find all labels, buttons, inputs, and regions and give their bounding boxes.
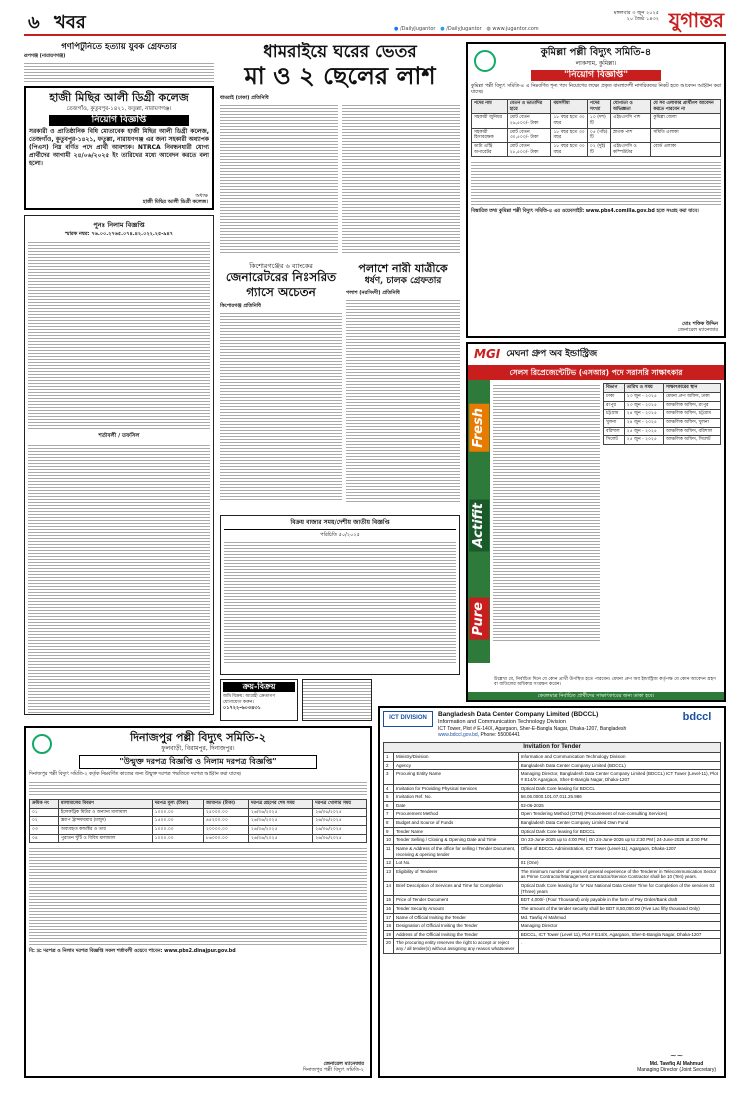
dinajpur-table: [29, 799, 367, 843]
meghna-footer: উল্লেখ্য যে, নির্বাচিত দিনে যে কোন প্রার্থী উপস্থিত হতে পারবেন। মেঘনা গ্রুপ অব ইন্ডাস্ট্রিজ কর্তৃপক্ষ যে কোন আবেদন গ্রহণ বা বাতিলের অধিকার সংরক্ষণ করেন।: [494, 676, 716, 688]
bdccl-cell: Managing Director: [518, 922, 720, 931]
bdccl-row: [384, 836, 721, 845]
bdccl-cell: Invitation Ref. No.: [394, 793, 519, 802]
palash-headline-1: পলাশে নারী যাত্রীকে: [358, 262, 448, 275]
college-address: তেজগাঁও, কুতুবপুর-১৪২১, ফতুল্লা, নারায়ণগঞ্জ।: [66, 105, 172, 112]
bdccl-cell: Optical Dark Core leasing for BDCCL: [518, 827, 720, 836]
meghna-header-cell: সাক্ষাৎকারের স্থান: [663, 384, 720, 393]
meghna-cell: ২৪ জুন - ২০২৫: [624, 418, 663, 427]
website-link[interactable]: www.jugantor.com: [492, 26, 539, 32]
bdccl-row: [384, 882, 721, 896]
auction-body: [28, 240, 210, 430]
bdccl-cell: Tender Security Amount: [394, 904, 519, 913]
dinajpur-cell: ২৬/০৬/২০২৫: [248, 808, 312, 817]
gen-dateline: কিশোরগঞ্জ প্রতিনিধি: [220, 303, 261, 310]
dinajpur-intro: দিনাজপুর পল্লী বিদ্যুৎ সমিতি-২ কর্তৃক নিম্নবর্ণিত কাজের জন্য উন্মুক্ত দরপত্র পদ্ধতিতে দরপত্র আহ্বান করা যাচ্ছে।: [29, 772, 242, 778]
comilla-cell: এইচএসসি ও কম্পিউটার: [611, 142, 651, 156]
gen-headline-1: কিশোরগঞ্জের ৬ ব্যাংকের: [249, 262, 313, 270]
comilla-signature: [678, 321, 718, 334]
meghna-logo: MGI: [474, 347, 501, 361]
bdccl-cell: Tender Selling / Closing & Opening Date and Time: [394, 836, 519, 845]
dinajpur-cell: ৮৬০০০.০০: [203, 834, 248, 843]
meghna-cell: আঞ্চলিক অফিস, খুলনা: [663, 418, 720, 427]
comilla-cell: ১৮ বছর হতে ৩০ বছর: [551, 142, 587, 156]
comilla-header-cell: যোগ্যতা ও অভিজ্ঞতা: [611, 100, 651, 114]
comilla-cell: সহকারী হিসাবরক্ষক: [472, 128, 508, 142]
bdccl-cell: Date: [394, 801, 519, 810]
auction-conditions: শর্তাবলী / তফসিল: [98, 433, 140, 440]
meghna-header-cell: বিভাগ: [604, 384, 625, 393]
meghna-side-tags: [468, 380, 490, 663]
bdccl-cell: Eligibility of Tenderer: [394, 867, 519, 881]
bdccl-row: [384, 922, 721, 931]
dinajpur-cell: ২৬/০৬/২০২৫: [248, 834, 312, 843]
comilla-org: কুমিল্লা পল্লী বিদ্যুৎ সমিতি-৪: [540, 47, 652, 58]
comilla-row: [472, 114, 721, 128]
bdccl-cell: Open Tendering Method (OTM) (Procurement of non-consulting Services): [518, 810, 720, 819]
bdccl-cell: Name of Official Inviting the Tender: [394, 913, 519, 922]
bdccl-cell: 13: [384, 867, 394, 881]
gen-body: [220, 311, 342, 501]
comilla-cell: স্নাতক পাশ: [611, 128, 651, 142]
bdccl-cell: .: [518, 939, 720, 953]
meghna-requirements: [493, 383, 600, 643]
bdccl-cell: 12: [384, 859, 394, 868]
bdccl-cell: Md. Tawfiq Al Mahmud: [518, 913, 720, 922]
meghna-row: [604, 410, 721, 419]
comilla-cell: ১০ (দশ) টি: [587, 114, 610, 128]
bdccl-row: [384, 896, 721, 905]
auction-ref: স্মারক নম্বর: ৭৬.০০.২৭৬৫.০৭৪.৪২.০২২.২৫-৯৪৭: [64, 231, 174, 238]
lead-news: [220, 42, 460, 260]
lead-body-col1: [220, 103, 338, 253]
sale-header: বিক্রয় বাজার সময়/দেশীয় জাতীয় বিজ্ঞপ্তি: [224, 519, 456, 530]
dinajpur-signed-org: দিনাজপুর পল্লী বিদ্যুৎ সমিতি-২: [303, 1066, 364, 1073]
bdccl-cell: Optical Dark Core leasing for BDCCL: [518, 784, 720, 793]
dinajpur-cell: ৪৫২০০.০০: [203, 817, 248, 826]
bdccl-ministry: Information and Communication Technology Division: [438, 719, 566, 726]
social-handle-1[interactable]: /DailyJugantor: [399, 26, 436, 32]
comilla-cell: মোট বেতন ২৮,৫০০/- টাকা: [507, 142, 551, 156]
bdccl-row: [384, 930, 721, 939]
bdccl-row: [384, 827, 721, 836]
bdccl-cell: Address of the Official Inviting the Tender: [394, 930, 519, 939]
bdccl-cell: The procuring entity reserves the right to accept or reject any / all tender(s) without assigning any reason whatsoever: [394, 939, 519, 953]
bdccl-row: [384, 761, 721, 770]
bdccl-web[interactable]: www.bdccl.gov.bd: [438, 732, 478, 739]
lead-headline-1: ধামরাইয়ে ঘরের ভেতর: [263, 42, 417, 62]
bdccl-cell: 19: [384, 930, 394, 939]
dinajpur-cell: ০১: [30, 808, 59, 817]
comilla-cell: ১৮ বছর হতে ৩০ বছর: [551, 128, 587, 142]
dinajpur-header-cell: ক্রমিক নং: [30, 800, 59, 809]
news-body: [24, 61, 214, 82]
bdccl-cell: 3: [384, 770, 394, 784]
college-signed: অধ্যক্ষ: [195, 192, 208, 199]
meghna-cell: চট্টগ্রাম: [604, 410, 625, 419]
dinajpur-cell: ২০০০০.০০: [203, 826, 248, 835]
lead-headline-2: মা ও ২ ছেলের লাশ: [244, 61, 436, 91]
comilla-cell: কুমিল্লা জেলা: [651, 114, 721, 128]
bdccl-cell: Budget and Source of Funds: [394, 819, 519, 828]
buysell-text: জমি বিক্রয়: আগ্রহী ক্রেতাগণ যোগাযোগ করুন।: [223, 694, 276, 705]
meghna-org: মেঘনা গ্রুপ অব ইন্ডাস্ট্রিজ: [506, 348, 598, 359]
bdccl-cell: Managing Director, Bangladesh Data Center Company Limited (BDCCL) ICT Tower (Level-11), Plot # E14/X Agargaon, Sher-E-Bangla Nagar, Dhaka-1207: [518, 770, 720, 784]
dinajpur-cell: ২৬/০৬/২০২৫: [313, 826, 367, 835]
lead-body-col2: [342, 103, 460, 253]
comilla-intro: কুমিল্লা পল্লী বিদ্যুৎ সমিতি-৪ এ নিম্নবর্ণিত শূন্য পদে নিয়োগের লক্ষ্যে প্রকৃত বাংলাদেশী নাগরিকদের নিকট হতে আবেদন আহ্বান করা যাচ্ছে।: [471, 84, 721, 96]
date-line: [584, 10, 659, 26]
dinajpur-header-cell: জামানত (টাকা): [203, 800, 248, 809]
comilla-signed: মোঃ শফিক উদ্দিন: [682, 320, 718, 327]
meghna-cell: ২৩ জুন - ২০২৫: [624, 393, 663, 402]
meghna-banner: সেলস রিপ্রেজেন্টেটিভ (এসআর) পদে সরাসরি সাক্ষাৎকার: [468, 365, 724, 380]
meghna-row: [604, 427, 721, 436]
buysell-title: ক্রয়-বিক্রয়: [223, 682, 295, 692]
news-generator: [220, 262, 342, 512]
social-bar: [394, 26, 644, 35]
bdccl-row: [384, 793, 721, 802]
bdccl-row: [384, 770, 721, 784]
bdccl-address: ICT Tower, Plot # E-14/X, Agargaon, Sher-E-Bangla Nagar, Dhaka-1207, Bangladesh: [438, 726, 627, 732]
bdccl-cell: The amount of the tender security shall be BDT 8,50,000.00 (Five Lac fifty thousand Only): [518, 904, 720, 913]
bdccl-cell: 2: [384, 761, 394, 770]
meghna-cell: আঞ্চলিক অফিস, রংপুর: [663, 401, 720, 410]
bdccl-cell: 6: [384, 801, 394, 810]
comilla-cell: বোর্ড এলাকা: [651, 142, 721, 156]
bdccl-row: [384, 753, 721, 762]
comilla-header-cell: পদের নাম: [472, 100, 508, 114]
comilla-header-cell: বয়সসীমা: [551, 100, 587, 114]
dinajpur-cell: পুরাতন খুঁটি ও বিবিধ মালামাল: [58, 834, 152, 843]
bdccl-cell: Office of BDCCL Administration, ICT Tower (Level-11), Agargaon, Dhaka-1207: [518, 844, 720, 858]
bdccl-cell: Bangladesh Data Center Company Limited (BDCCL): [518, 761, 720, 770]
meghna-cell: বরিশাল: [604, 427, 625, 436]
comilla-cell: মোট বেতন ২৬,৫০০/- টাকা: [507, 114, 551, 128]
dinajpur-cell: অব্যবহৃত কন্ডাক্টর ও তার: [58, 826, 152, 835]
meghna-cell: আঞ্চলিক অফিস, চট্টগ্রাম: [663, 410, 720, 419]
meghna-cell: খুলনা: [604, 418, 625, 427]
meghna-cell: সিলেট: [604, 436, 625, 445]
bdccl-cell: 11: [384, 844, 394, 858]
sale-notice-ad: [220, 515, 460, 675]
comilla-table: [471, 99, 721, 157]
page-number: ৬: [28, 12, 40, 33]
palash-body: [346, 298, 460, 503]
buy-sell-ad: [220, 679, 298, 721]
gen-headline-3: গ্যাসে অচেতন: [246, 285, 316, 300]
comilla-banner: "নিয়োগ বিজ্ঞপ্তি": [531, 70, 661, 81]
web-icon: ◍: [486, 26, 491, 32]
bdccl-signature: [637, 1051, 716, 1074]
bdccl-row: [384, 904, 721, 913]
meghna-cell: ঢাকা: [604, 393, 625, 402]
dinajpur-row: [30, 826, 367, 835]
dinajpur-cell: ০২: [30, 817, 59, 826]
bdccl-row: [384, 867, 721, 881]
comilla-cell: এইচএসসি পাশ: [611, 114, 651, 128]
meghna-cell: রংপুর: [604, 401, 625, 410]
bdccl-cell: The minimum number of years of general experience of the Tenderer in Telecommunication Sector as Prime Contractor/Management Contractor/Service Contractor shall be 10 (Ten) years.: [518, 867, 720, 881]
meghna-cell: মেঘনা গ্রুপ অফিস, ঢাকা: [663, 393, 720, 402]
comilla-place: লাকসাম, কুমিল্লা।: [575, 59, 617, 67]
comilla-footer: বিস্তারিত তথ্য কুমিল্লা পল্লী বিদ্যুৎ সমিতি-৪ এর ওয়েবসাইট: www.pbs4.comilla.gov.bd হতে সংগ্রহ করা যাবে।: [471, 209, 699, 215]
comilla-signed-title: জেনারেল ম্যানেজার: [677, 326, 718, 333]
meghna-row: [604, 436, 721, 445]
bdccl-org: Bangladesh Data Center Company Limited (BDCCL): [438, 711, 599, 718]
dinajpur-logo-icon: [32, 734, 52, 754]
meghna-schedule-table: [603, 383, 721, 444]
bdccl-cell: 02-06-2025: [518, 801, 720, 810]
meghna-job-ad: [466, 342, 726, 702]
newspaper-logo: যুগান্তর: [668, 10, 724, 32]
dinajpur-cell: ০৪: [30, 834, 59, 843]
auction-notice-ad: [24, 215, 214, 715]
dinajpur-cell: ০৩: [30, 826, 59, 835]
bdccl-cell: 20: [384, 939, 394, 953]
section-title: খবর: [54, 12, 86, 33]
bdccl-cell: Bangladesh Data Center Company Limited Own Fund: [518, 819, 720, 828]
comilla-header-cell: বেতন ও ভাতাদির হারে: [507, 100, 551, 114]
bdccl-row: [384, 913, 721, 922]
meghna-cell: আঞ্চলিক অফিস, বরিশাল: [663, 427, 720, 436]
bdccl-table: [383, 742, 721, 954]
dinajpur-cell: ২৫০০০.০০: [203, 808, 248, 817]
comilla-cell: ০৫ (পাঁচ) টি: [587, 128, 610, 142]
dinajpur-row: [30, 834, 367, 843]
comilla-job-ad: [466, 42, 726, 338]
lead-dateline: ধামরাই (ঢাকা) প্রতিনিধি: [220, 95, 269, 102]
meghna-cell: আঞ্চলিক অফিস, সিলেট: [663, 436, 720, 445]
date-gregorian: মঙ্গলবার ৩ জুন ২০২৫: [613, 10, 659, 16]
buysell-phone: ০১৭২২-৬০৩৪৩১: [223, 705, 261, 712]
bdccl-cell: 1: [384, 753, 394, 762]
bdccl-cell: Procuring Entity Name: [394, 770, 519, 784]
college-signature: [143, 193, 208, 206]
meghna-row: [604, 393, 721, 402]
dinajpur-row: [30, 817, 367, 826]
dinajpur-row: [30, 808, 367, 817]
dinajpur-cell: ১০০০.০০: [152, 826, 203, 835]
comilla-header-cell: যে সব এলাকার প্রার্থীগণ আবেদন করতে পারবেন না: [651, 100, 721, 114]
bdccl-signed-title: Managing Director (Joint Secretary): [637, 1066, 716, 1073]
dinajpur-cell: ২৬/০৬/২০২৫: [313, 817, 367, 826]
masthead: [24, 10, 726, 36]
dinajpur-conditions: [29, 846, 367, 946]
dinajpur-signature: [303, 1061, 364, 1074]
comilla-cell: ডাটা এন্ট্রি অপারেটর: [472, 142, 508, 156]
meghna-tag-3: Pure: [469, 598, 489, 640]
auction-header: পুনঃ নিলাম বিজ্ঞপ্তি: [93, 221, 145, 229]
palash-dateline: পলাশ (নরসিংদী) প্রতিনিধি: [346, 290, 400, 296]
dinajpur-intro-body: [29, 780, 367, 796]
dinajpur-cell: ২৬/০৬/২০২৫: [248, 817, 312, 826]
bdccl-cell: Designation of Official Inviting the Tender: [394, 922, 519, 931]
comilla-cell: সমিতি এলাকা: [651, 128, 721, 142]
dinajpur-cell: ২৬/০৬/২০২৫: [313, 834, 367, 843]
sale-body: [224, 540, 456, 665]
comilla-header-cell: পদের সংখ্যা: [587, 100, 610, 114]
facebook-icon: ●: [394, 26, 399, 32]
comilla-cell: সহকারী জুনিয়র: [472, 114, 508, 128]
bdccl-cell: BDT 4,000/- (Four Thousand) only payable in the form of Pay Order/Bank draft: [518, 896, 720, 905]
comilla-cell: ০২ (দুই) টি: [587, 142, 610, 156]
comilla-logo-icon: [474, 50, 496, 72]
college-body: সরকারী ও প্রাতিষ্ঠানিক বিধি মোতাবেক হাজী মিছির আলী ডিগ্রী কলেজ, তেজগাঁও, কুতুবপুর-১৪২১, ফতুল্লা, নারায়ণগঞ্জ এর জন্য সহকারী অধ্যাপক (পিএস) নিম্ন বর্ণিত পদে প্রার্থী আবশ্যক। NTRCA নিবন্ধনধারী যোগ্য প্রার্থীদের আগামী ২৪/০৬/২০২৫ ইং তারিখের মধ্যে আবেদন করতে বলা হলো।: [29, 127, 209, 168]
bdccl-cell: 10: [384, 836, 394, 845]
bdccl-cell: 16: [384, 904, 394, 913]
comilla-row: [472, 128, 721, 142]
meghna-cell: ২৫ জুন - ২০২৫: [624, 436, 663, 445]
news-palash: [346, 262, 460, 512]
bdccl-row: [384, 819, 721, 828]
ict-division-logo: ICT DIVISION: [383, 711, 433, 727]
bdccl-cell: Agency: [394, 761, 519, 770]
bdccl-cell: Optical Dark Core leasing for 'iv' Nar National Data Center Time for Completion of the services 03 (Three) years: [518, 882, 720, 896]
bdccl-cell: 18: [384, 922, 394, 931]
bdccl-cell: 56.06.0000.101.07.011.25.986: [518, 793, 720, 802]
comilla-cell: মোট বেতন ৩০,৫০০/- টাকা: [507, 128, 551, 142]
bdccl-cell: 7: [384, 810, 394, 819]
twitter-icon: ●: [440, 26, 445, 32]
bdccl-cell: Lot No.: [394, 859, 519, 868]
date-bangla: ২০ জৈষ্ঠ ১৪৩২: [626, 16, 659, 23]
bdccl-row: [384, 859, 721, 868]
dinajpur-cell: ইলেকট্রিক মিটার ও অন্যান্য মালামাল: [58, 808, 152, 817]
bdccl-cell: 17: [384, 913, 394, 922]
college-job-ad: [24, 86, 214, 210]
dinajpur-header-cell: দরপত্র মূল্য (টাকা): [152, 800, 203, 809]
bdccl-cell: Procurement Method: [394, 810, 519, 819]
bdccl-cell: Brief Description of Services and Time for Completion: [394, 882, 519, 896]
bdccl-cell: Name & Address of the office for selling / Tender Document, receiving & opening tender: [394, 844, 519, 858]
bdccl-phone: Phone: 55006441: [480, 732, 520, 739]
bdccl-row: [384, 810, 721, 819]
dinajpur-header-cell: দরপত্র খোলার সময়: [313, 800, 367, 809]
sale-sub: পরিচিতি ৫০/২০২৫: [320, 531, 360, 538]
meghna-bottom: কেবলমাত্র নির্বাচিত প্রার্থীদের সাক্ষাৎকারের জন্য ডাকা হবে।: [468, 692, 724, 700]
social-handle-2[interactable]: /DailyJugantor: [446, 26, 482, 32]
signature-mark: ~~: [669, 1050, 684, 1060]
bdccl-cell: 8: [384, 819, 394, 828]
bdccl-row: [384, 801, 721, 810]
college-name: হাজী মিছির আলী ডিগ্রী কলেজ: [49, 91, 189, 104]
bdccl-cell: Tender Name: [394, 827, 519, 836]
bdccl-cell: BDCCL, ICT Tower (Level 11), Plot # E14/X, Agargaon, Sher-E-Bangla Nagar, Dhaka-1207: [518, 930, 720, 939]
meghna-tag-1: Fresh: [469, 404, 489, 452]
dinajpur-tender-ad: [24, 726, 372, 1078]
bdccl-tender-ad: ICT DIVISION Bangladesh Data Center Company Limited (BDCCL) Information and Communication Technology Division ICT Tower, Plot # E-14/X, Agargaon, Sher-E-Bangla Nagar, Dhaka-1207, Bangladesh www.bdccl.gov.bd, Phone: 55006441 bdccl Invitation for Tender 1 Ministry/Division Information and Communication Technology Division 2 Agency Bangladesh Data Center Company Limited (BDCCL) 3 Procuring Entity Name Managing Director, Bangladesh Data Center Company Limited (BDCCL) ICT Tower (Level-11), Plot # E14/X Agargaon, Sher-E-Bangla Nagar, Dhaka-1207 4 Invitation for Providing Physical Services Optical Dark Core leasing for BDCCL 5 Invitation Ref. No. 56.06.0000.101.07.011.25.986 6 Date 02-06-2025 7 Procurement Method Open Tendering Method (OTM) (Procurement of non-consulting Services) 8 Budget and Source of Funds Bangladesh Data Center Company Limited Own Fund 9 Tender Name Optical Dark Core leasing for BDCCL 10 Tender Selling / Closing & Opening Date and Time On 23-June-2025 up to 4:00 PM | On 24-June-2025 up to 2:30 PM | 24-June-2025 at 3:00 PM 11 Name & Address of the office for selling / Tender Document, receiving & opening tender Office of BDCCL Administration, ICT Tower (Level-11), Agargaon, Dhaka-1207 12 Lot No. 01 (One) 13 Eligibility of Tenderer The minimum number of years of general experience of the Tenderer in Telecommunication Sector as Prime Contractor/Management Contractor/Service Contractor shall be 10 (Ten) years. 14 Brief Description of Services and Time for Completion Optical Dark Core leasing for 'iv' Nar National Data Center Time for Completion of the services 03 (Three) years 15 Price of Tender Document BDT 4,000/- (Four Thousand) only payable in the form of Pay Order/Bank draft 16 Tender Security Amount The amount of the tender security shall be BDT 8,50,000.00 (Five Lac fifty thousand Only) 17 Name of Official Inviting the Tender Md. Tawfiq Al Mahmud 18 Designation of Official Inviting the Tender Managing Director 19 Address of the Official Inviting the Tender BDCCL, ICT Tower (Level 11), Plot # E14/X, Agargaon, Sher-E-Bangla Nagar, Dhaka-1207 20 The procuring entity reserves the right to accept or reject any / all tender(s) without assigning any reason whatsoever . ~~ Md. Tawfiq Al Mahmud Managing Director (Joint Secretary): [378, 706, 726, 1078]
news-dateline: রূপগঞ্জ (নারায়ণগঞ্জ): [24, 53, 66, 59]
bdccl-row: [384, 784, 721, 793]
bdccl-cell: 5: [384, 793, 394, 802]
dinajpur-cell: ২৬/০৬/২০২৫: [248, 826, 312, 835]
bdccl-cell: 4: [384, 784, 394, 793]
comilla-row: [472, 142, 721, 156]
meghna-header-cell: তারিখ ও সময়: [624, 384, 663, 393]
gen-headline-2: জেনারেটরের নিঃসরিত: [225, 270, 337, 285]
bdccl-cell: 9: [384, 827, 394, 836]
bdccl-cell: On 23-June-2025 up to 4:00 PM | On 24-June-2025 up to 2:30 PM | 24-June-2025 at 3:00 PM: [518, 836, 720, 845]
dinajpur-cell: ২৬/০৬/২০২৫: [313, 808, 367, 817]
dinajpur-signed: জেনারেল ম্যানেজার: [323, 1060, 364, 1067]
bdccl-row: [384, 939, 721, 953]
news-headline: গণপিটুনিতে হত্যায় যুবক গ্রেফতার: [61, 42, 177, 52]
college-banner: নিয়োগ বিজ্ঞপ্তি: [49, 115, 189, 126]
dinajpur-header-cell: মালামালের বিবরণ: [58, 800, 152, 809]
palash-headline-2: ধর্ষণ, চালক গ্রেফতার: [364, 275, 442, 286]
dinajpur-header-cell: দরপত্র গ্রহণের শেষ সময়: [248, 800, 312, 809]
dinajpur-cell: ১৫০০.০০: [152, 817, 203, 826]
dinajpur-footer: বি: দ্র: দরপত্র ও নিলাম দরপত্র বিজ্ঞপ্তি সকল শর্তাবলী ওয়েবে পাবেন: www.pbs2.dinajpur.gov.bd: [29, 949, 236, 955]
bdccl-cell: Invitation for Providing Physical Services: [394, 784, 519, 793]
dinajpur-cell: ১০০০.০০: [152, 808, 203, 817]
meghna-cell: ২৩ জুন - ২০২৫: [624, 401, 663, 410]
bdccl-cell: 15: [384, 896, 394, 905]
bdccl-title: Invitation for Tender: [384, 742, 721, 753]
bdccl-logo: bdccl: [682, 711, 712, 723]
small-classified-ad: [302, 679, 372, 721]
comilla-cell: ১৮ বছর হতে ৩০ বছর: [551, 114, 587, 128]
bdccl-cell: Information and Communication Technology Division: [518, 753, 720, 762]
bdccl-cell: Ministry/Division: [394, 753, 519, 762]
comilla-conditions: [471, 160, 721, 206]
meghna-row: [604, 401, 721, 410]
dinajpur-org: দিনাজপুর পল্লী বিদ্যুৎ সমিতি-২: [130, 731, 266, 744]
bdccl-cell: 14: [384, 882, 394, 896]
auction-body-2: [28, 443, 210, 715]
bdccl-signed-name: Md. Tawfiq Al Mahmud: [649, 1060, 704, 1067]
meghna-cell: ২৪ জুন - ২০২৫: [624, 410, 663, 419]
meghna-cell: ২৫ জুন - ২০২৫: [624, 427, 663, 436]
news-lynching: [24, 42, 214, 82]
bdccl-row: [384, 844, 721, 858]
bdccl-cell: Price of Tender Document: [394, 896, 519, 905]
meghna-tag-2: Actifit: [469, 499, 489, 551]
college-signed-org: হাজী মিছির আলী ডিগ্রী কলেজ।: [142, 198, 208, 205]
meghna-row: [604, 418, 721, 427]
bdccl-cell: 01 (One): [518, 859, 720, 868]
dinajpur-cell: স্ক্র্যাপ ট্রান্সফরমার (মজুদ): [58, 817, 152, 826]
dinajpur-place: ফুলবাড়ী, বিরামপুর, দিনাজপুর।: [161, 744, 235, 752]
dinajpur-banner: "উন্মুক্ত দরপত্র বিজ্ঞপ্তি ও নিলাম দরপত্র বিজ্ঞপ্তি": [79, 755, 317, 769]
dinajpur-cell: ১০০০.০০: [152, 834, 203, 843]
